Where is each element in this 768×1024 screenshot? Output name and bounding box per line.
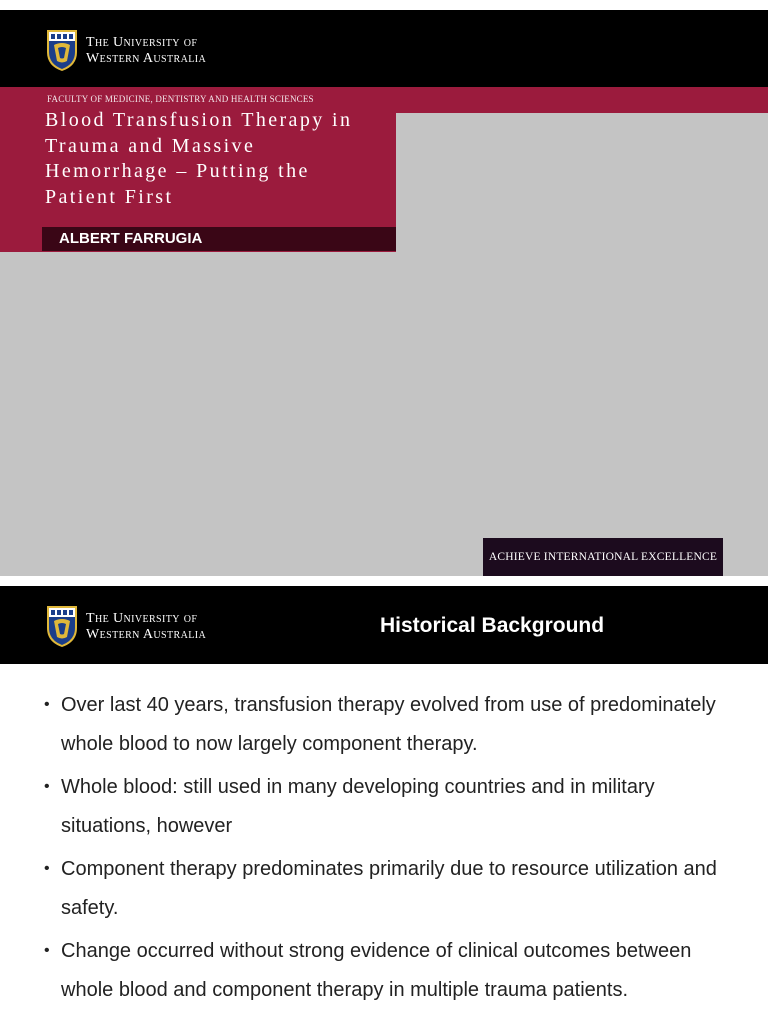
bullet-text: Component therapy predominates primarily due to resource utilization and safety. <box>61 858 717 919</box>
university-logo <box>45 27 245 73</box>
university-logo <box>45 603 245 649</box>
bullet-icon: • <box>44 942 50 959</box>
bullet-item <box>44 686 734 763</box>
faculty-name: FACULTY OF MEDICINE, DENTISTRY AND HEALTH SCIENCES <box>47 94 314 104</box>
bullet-icon: • <box>44 778 50 795</box>
title-slide <box>0 10 768 576</box>
wordmark-line1: The University of <box>86 611 198 626</box>
slide-heading: Historical Background <box>380 614 605 637</box>
bullet-list <box>44 686 734 1014</box>
wordmark-line1: The University of <box>86 35 198 50</box>
bullet-icon: • <box>44 696 50 713</box>
bullet-icon: • <box>44 860 50 877</box>
content-slide <box>0 586 768 1024</box>
tagline-box <box>483 538 723 576</box>
slide-gap <box>0 576 768 586</box>
bullet-item <box>44 768 734 845</box>
tagline: ACHIEVE INTERNATIONAL EXCELLENCE <box>488 551 718 563</box>
top-margin <box>0 0 768 10</box>
university-wordmark <box>86 35 206 67</box>
bullet-text: Whole blood: still used in many developing countries and in military situations, however <box>61 776 655 837</box>
presentation-title: Blood Transfusion Therapy in Trauma and Massive Hemorrhage – Putting the Patient First <box>45 109 353 208</box>
author-name: ALBERT FARRUGIA <box>59 230 203 247</box>
university-crest-icon <box>45 604 79 648</box>
bullet-text: Over last 40 years, transfusion therapy evolved from use of predominately whole blood to now largely component therapy. <box>61 694 716 755</box>
bullet-text: Change occurred without strong evidence of clinical outcomes between whole blood and component therapy in multiple trauma patients. <box>61 940 692 1001</box>
wordmark-line2: Western Australia <box>86 627 207 642</box>
bullet-item <box>44 850 734 927</box>
bullet-item <box>44 932 734 1009</box>
university-wordmark <box>86 611 206 643</box>
university-crest-icon <box>45 28 79 72</box>
slide-header <box>0 586 768 664</box>
wordmark-line2: Western Australia <box>86 51 207 66</box>
